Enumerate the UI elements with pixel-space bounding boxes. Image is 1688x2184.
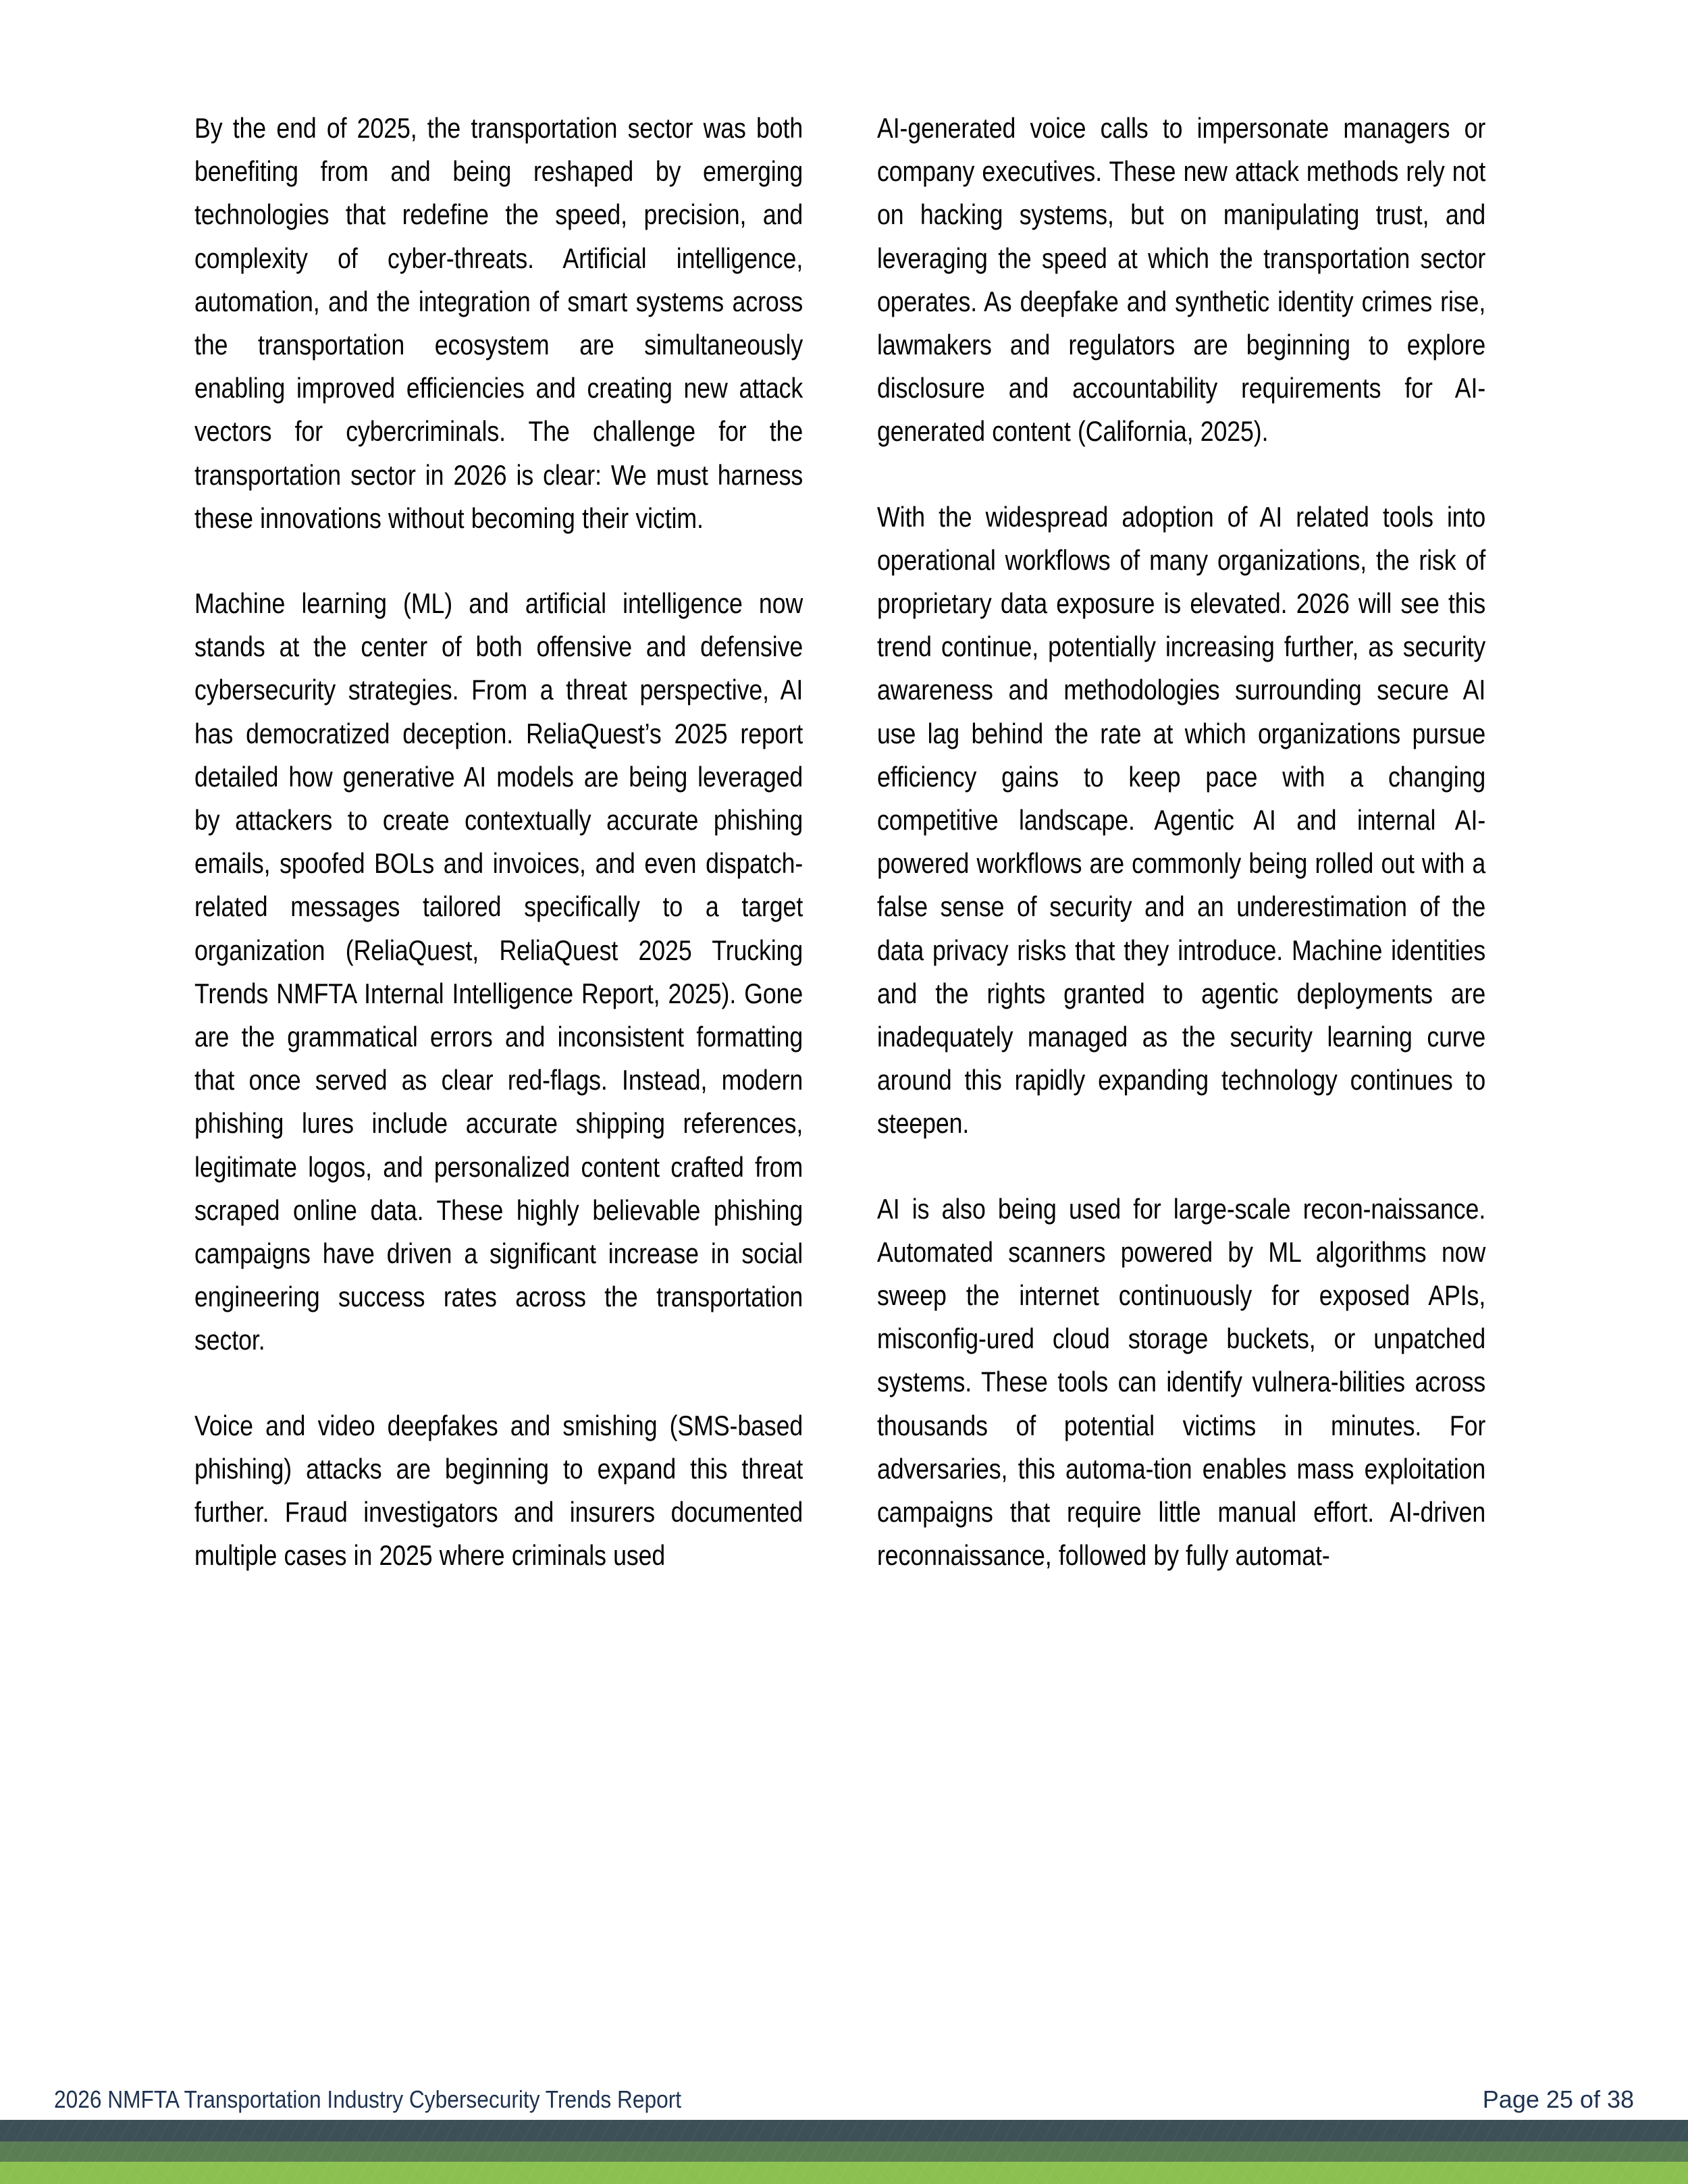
paragraph: Machine learning (ML) and artificial intelligence now stands at the center of both offensive and defensive cybersecurity strategies. From a threat perspective, AI has democratized deception. ReliaQuest’s 2025 report detailed how generative AI models are being leveraged by attackers to create contextually accurate phishing emails, spoofed BOLs and invoices, and even dispatch-related messages tailored specifically to a target organization (ReliaQuest, ReliaQuest 2025 Trucking Trends NMFTA Internal Intelligence Report, 2025). Gone are the grammatical errors and inconsistent formatting that once served as clear red-flags. Instead, modern phishing lures include accurate shipping references, legitimate logos, and personalized content crafted from scraped online data. These highly believable phishing campaigns have driven a significant increase in social engineering success rates across the transportation sector. [194,587,803,1356]
right-column [877,107,1485,1578]
page-body-columns [194,107,1485,1578]
page-footer [0,2083,1688,2124]
paragraph: By the end of 2025, the transportation sector was both benefiting from and being reshaped by emerging technologies that redefine the speed, precision, and complexity of cyber-threats. Artificial intelligence, automation, and the integration of smart systems across the transportation ecosystem are simultaneously enabling improved efficiencies and creating new attack vectors for cybercriminals. The challenge for the transportation sector in 2026 is clear: We must harness these innovations without becoming their victim. [194,112,803,534]
footer-report-title: 2026 NMFTA Transportation Industry Cybersecurity Trends Report [54,2085,682,2113]
footer-page-number: Page 25 of 38 [1482,2085,1634,2113]
paragraph: Voice and video deepfakes and smishing (SMS-based phishing) attacks are beginning to expand this threat further. Fraud investigators and insurers documented multiple cases in 2025 where criminals used [194,1409,803,1572]
paragraph: AI is also being used for large-scale recon-naissance. Automated scanners powered by ML algorithms now sweep the internet continuously for exposed APIs, misconfig-ured cloud storage buckets, or unpatched systems. These tools can identify vulnera-bilities across thousands of potential victims in minutes. For adversaries, this automa-tion enables mass exploitation campaigns that require little manual effort. AI-driven reconnaissance, followed by fully automat- [877,1192,1486,1572]
footer-decorative-bands [0,2120,1688,2184]
paragraph: AI-generated voice calls to impersonate managers or company executives. These new attack methods rely not on hacking systems, but on manipulating trust, and leveraging the speed at which the transportation sector operates. As deepfake and synthetic identity crimes rise, lawmakers and regulators are beginning to explore disclosure and accountability requirements for AI-generated content (California, 2025). [877,112,1486,448]
paragraph: With the widespread adoption of AI related tools into operational workflows of many organizations, the risk of proprietary data exposure is elevated. 2026 will see this trend continue, potentially increasing further, as security awareness and methodologies surrounding secure AI use lag behind the rate at which organizations pursue efficiency gains to keep pace with a changing competitive landscape. Agentic AI and internal AI-powered workflows are commonly being rolled out with a false sense of security and an underestimation of the data privacy risks that they introduce. Machine identities and the rights granted to agentic deployments are inadequately managed as the security learning curve around this rapidly expanding technology continues to steepen. [877,500,1486,1140]
left-column [194,107,803,1578]
band-paper-texture [0,2120,1688,2184]
